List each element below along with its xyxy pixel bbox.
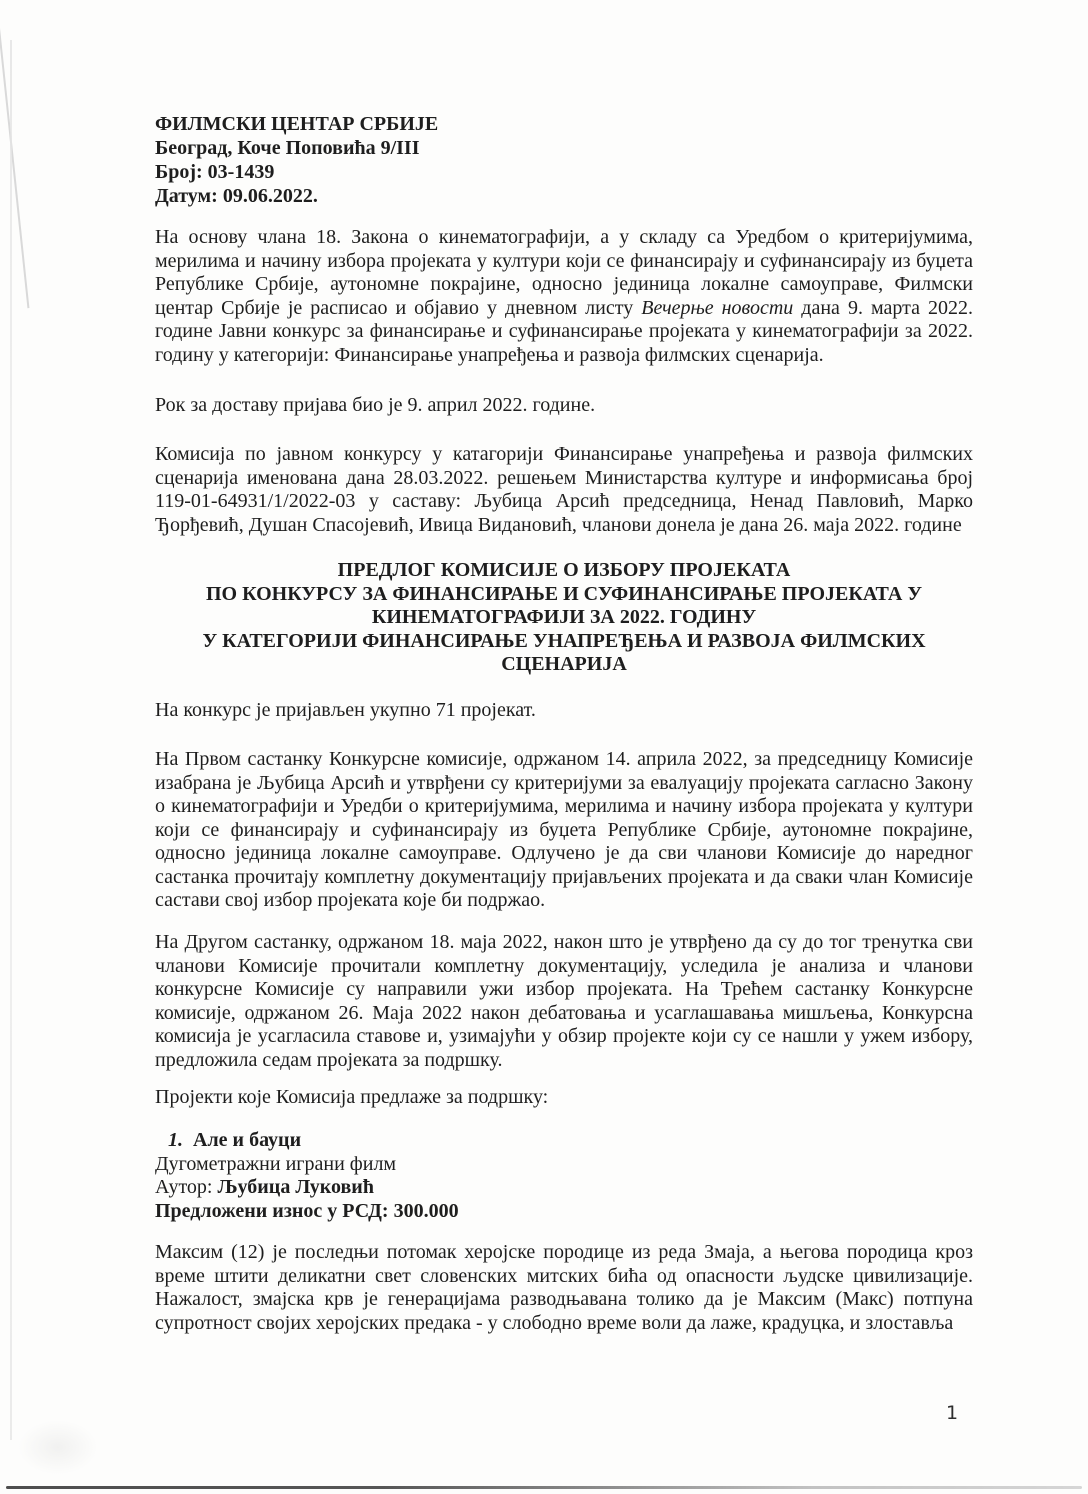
- letterhead-doc-number: Број: 03-1439: [155, 161, 275, 183]
- total-applications: На конкурс је пријављен укупно 71 пројекат.: [155, 699, 536, 721]
- proposal-title-line-4: У КАТЕГОРИЈИ ФИНАНСИРАЊЕ УНАПРЕЂЕЊА И РАЗВОЈА ФИЛМСКИХ: [202, 629, 926, 652]
- project-1-number: 1.: [168, 1129, 183, 1151]
- proposal-title-line-3: КИНЕМАТОГРАФИЈИ ЗА 2022. ГОДИНУ: [371, 606, 757, 628]
- proposal-title-line-5: СЦЕНАРИЈА: [501, 653, 627, 675]
- project-1-author-line: [155, 1176, 973, 1200]
- project-1-format: Дугометражни играни филм: [155, 1152, 397, 1175]
- page-number: 1: [946, 1402, 959, 1424]
- letterhead: [155, 112, 973, 208]
- letterhead-date: Датум: 09.06.2022.: [155, 185, 318, 207]
- synopsis-paragraph: Максим (12) је последњи потомак херојске породице из реда Змаја, а његова породица кроз време штити деликатни свет словенских митских бића од опасности људске цивилизације. Нажалост, змајска крв је генерацијама разводњавана толико да је Максим (Макс) потпуна супротност својих херојских предака - у слободно време воли да лаже, крадуцка, и злоставља: [155, 1241, 973, 1334]
- intro-text-before: На основу члана 18. Закона о кинематографији, а у складу са Уредбом о критеријумима, мерилима и начину избора пројеката у култури који се финансирају и суфинансирају из буџета Републике Србије, аутономне покрајине, односно јединица локалне самоуправе, Филмски центар Србије је расписао и објавио у дневном листу: [155, 226, 973, 319]
- project-1-title: Але и бауци: [193, 1129, 302, 1151]
- letterhead-org: ФИЛМСКИ ЦЕНТАР СРБИЈЕ: [155, 113, 439, 135]
- scan-artifact-bottom-edge: [6, 1486, 1082, 1489]
- project-1-amount: Предложени износ у РСД: 300.000: [155, 1199, 459, 1222]
- intro-text-after: дана 9. марта 2022. године Јавни конкурс за финансирање и суфинансирање пројеката у кинематографији за 2022. годину у категорији: Финансирање унапређења и развоја филмских сценарија.: [155, 296, 973, 366]
- letterhead-address: Београд, Коче Поповића 9/III: [155, 137, 420, 159]
- scan-artifact-smudge: [18, 1420, 98, 1475]
- project-1-block: [155, 1129, 973, 1223]
- intro-paragraph: [155, 226, 973, 367]
- projects-intro: Пројекти које Комисија предлаже за подршку:: [155, 1086, 549, 1108]
- project-1-author-name: Љубица Луковић: [217, 1176, 374, 1198]
- deadline-paragraph: Рок за доставу пријава био је 9. април 2022. године.: [155, 394, 596, 416]
- second-meeting-paragraph: На Другом састанку, одржаном 18. маја 2022, након што је утврђено да су до тог тренутка сви чланови Комисије прочитали комплетну документацију, уследила је анализа и чланови конкурсне Комисије су направили ужи избор пројеката. На Трећем састанку Конкурсне комисије, одржаном 26. Маја 2022 након дебатовања и усаглашавања мишљења, Конкурсна комисија је усагласила ставове и, узимајући у обзир пројекте који су се нашли у ужем избору, предложила седам пројеката за подршку.: [155, 931, 973, 1071]
- project-1-heading: [155, 1129, 973, 1153]
- proposal-title-line-1: ПРЕДЛОГ КОМИСИЈЕ О ИЗБОРУ ПРОЈЕКАТА: [337, 559, 791, 581]
- commission-paragraph: Комисија по јавном конкурсу у катагорији Финансирање унапређења и развоја филмских сценарија именована дана 28.03.2022. решењем Министарства културе и информисања број 119-01-64931/1/2022-03 у саставу: Љубица Арсић председница, Ненад Павловић, Марко Ђорђевић, Душан Спасојевић, Ивица Видановић, чланови донела је дана 26. маја 2022. године: [155, 443, 973, 536]
- proposal-title-line-2: ПО КОНКУРСУ ЗА ФИНАНСИРАЊЕ И СУФИНАНСИРАЊЕ ПРОЈЕКАТА У: [205, 582, 922, 605]
- scan-artifact-corner-scratch: [0, 0, 29, 308]
- first-meeting-paragraph: На Првом састанку Конкурсне комисије, одржаном 14. априла 2022, за председницу Комисије изабрана је Љубица Арсић и утврђени су критеријуми за евалуацију пројеката сагласно Закону о кинематографији и Уредби о критеријумима, мерилима и начину избора пројеката у култури који се финансирају и суфинансирају из буџета Републике Србије, аутономне покрајине, односно јединица локалне самоуправе. Одлучено је да сви чланови Комисије до наредног састанка прочитају комплетну документацију пријављених пројеката и да сваки члан Комисије састави свој избор пројеката које би подржао.: [155, 748, 973, 911]
- newspaper-name: Вечерње новости: [641, 296, 794, 319]
- scan-artifact-left-edge: [10, 40, 12, 1440]
- project-1-author-label: Аутор:: [155, 1176, 218, 1198]
- proposal-title: [155, 559, 973, 677]
